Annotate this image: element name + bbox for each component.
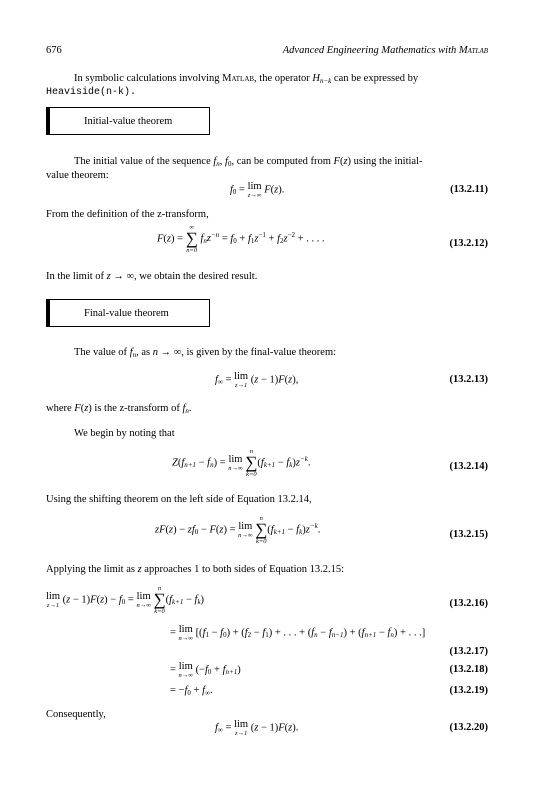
z-transform-definition-text: From the definition of the z-transform, xyxy=(46,209,209,220)
equation-13-2-20: f∞ = lim z→1 (z − 1)F(z). xyxy=(215,719,299,737)
limit-result-text: In the limit of z → ∞, we obtain the desired result. xyxy=(46,271,258,282)
equation-13-2-18: = lim n→∞ (−f0 + fn+1) xyxy=(170,661,241,679)
noting-text: We begin by noting that xyxy=(74,428,175,439)
heaviside-code: Heaviside(n-k). xyxy=(46,87,137,98)
initial-value-paragraph: The initial value of the sequence fn, f0, can be computed from F(z) using the initial- xyxy=(74,156,423,168)
consequently-text: Consequently, xyxy=(46,709,106,720)
equation-13-2-11: f0 = lim z→∞ F(z). xyxy=(230,181,285,199)
section-title-initial-value: Initial-value theorem xyxy=(84,116,173,127)
equation-number-11: (13.2.11) xyxy=(450,184,488,195)
equation-13-2-17: = lim n→∞ [(f1 − f0) + (f2 − f1) + . . . + (fn − fn−1) + (fn+1 − fn) + . . .] xyxy=(170,624,426,642)
applying-limit-text: Applying the limit as z approaches 1 to both sides of Equation 13.2.15: xyxy=(46,564,345,575)
equation-number-18: (13.2.18) xyxy=(449,664,488,675)
section-box-final-value xyxy=(46,299,210,327)
section-box-initial-value xyxy=(46,107,210,135)
z-transform-note: where F(z) is the z-transform of fn. xyxy=(46,403,192,415)
section-title-final-value: Final-value theorem xyxy=(84,308,169,319)
equation-13-2-15: zF(z) − zf0 − F(z) = lim n→∞ n ∑ k=0 $(fk+1 - fk)z^{-k}$. xyxy=(155,515,321,545)
final-value-paragraph: The value of fn, as n → ∞, is given by the final-value theorem: xyxy=(74,347,337,359)
equation-13-2-16: lim z→1 (z − 1)F(z) − f0 = lim n→∞ n ∑ k=0 (fk+1 − fk) xyxy=(46,585,205,615)
equation-13-2-13: f∞ = lim z→1 (z − 1)F(z), xyxy=(215,371,299,389)
equation-number-13: (13.2.13) xyxy=(449,374,488,385)
intro-paragraph: In symbolic calculations involving Matlab, the operator Hn−k can be expressed by xyxy=(74,73,419,85)
running-title: Advanced Engineering Mathematics with Matlab xyxy=(282,45,488,56)
equation-13-2-19: = −f0 + f∞. xyxy=(170,685,213,697)
equation-number-14: (13.2.14) xyxy=(449,461,488,472)
equation-number-19: (13.2.19) xyxy=(449,685,488,696)
shifting-theorem-text: Using the shifting theorem on the left side of Equation 13.2.14, xyxy=(46,494,312,505)
equation-number-20: (13.2.20) xyxy=(449,722,488,733)
equation-number-16: (13.2.16) xyxy=(449,598,488,609)
initial-value-paragraph-cont: value theorem: xyxy=(46,170,109,181)
page-number: 676 xyxy=(46,45,62,56)
equation-13-2-14: Z(fn+1 − fn) = lim n→∞ n ∑ k=0 $(fk+1 - fk)z^{-k}$. xyxy=(172,448,311,478)
equation-number-15: (13.2.15) xyxy=(449,529,488,540)
equation-number-17: (13.2.17) xyxy=(449,646,488,657)
equation-13-2-12: F(z) = ∞ ∑ n=0 $fnz^{-n} = f0 + f1z^{-1} + f2z^{-2}$ + . . . . xyxy=(157,224,325,254)
equation-number-12: (13.2.12) xyxy=(449,238,488,249)
